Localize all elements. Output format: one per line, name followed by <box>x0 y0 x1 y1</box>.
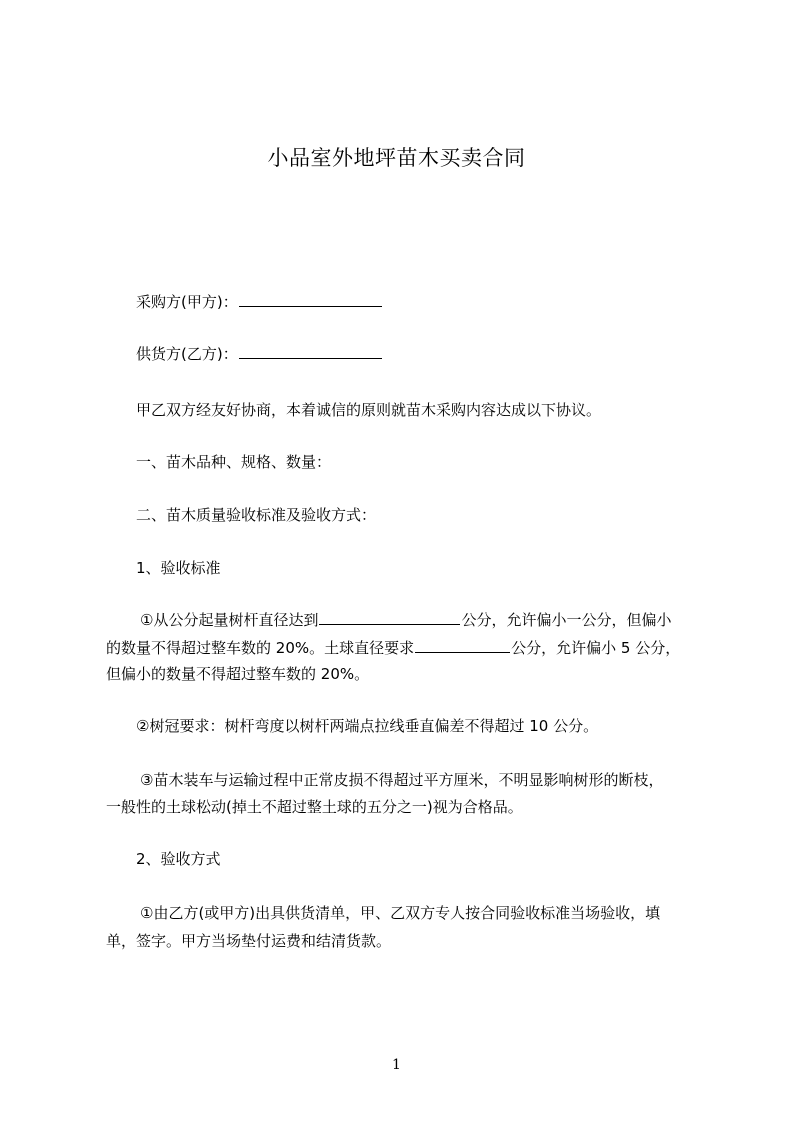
item-2: ②树冠要求：树杆弯度以树杆两端点拉线垂直偏差不得超过 10 公分。 <box>136 717 599 735</box>
item-4-line-2: 单，签字。甲方当场垫付运费和结清货款。 <box>106 932 392 950</box>
intro-paragraph: 甲乙双方经友好协商，本着诚信的原则就苗木采购内容达成以下协议。 <box>136 401 602 419</box>
item-1-text-c: 的数量不得超过整车数的 20%。土球直径要求 <box>106 639 415 657</box>
item-3-line-2: 一般性的土球松动(掉土不超过整土球的五分之一)视为合格品。 <box>106 798 523 816</box>
purchaser-label: 采购方(甲方)： <box>136 293 238 311</box>
item-1-line-3: 但偏小的数量不得超过整车数的 20%。 <box>106 665 370 683</box>
purchaser-blank <box>239 291 382 307</box>
section-2-heading: 二、苗木质量验收标准及验收方式： <box>136 506 377 524</box>
item-3-line-1: ③苗木装车与运输过程中正常皮损不得超过平方厘米，不明显影响树形的断枝， <box>140 771 664 789</box>
supplier-label: 供货方(乙方)： <box>136 345 238 363</box>
item-1-line-1 <box>140 608 671 632</box>
trunk-diameter-blank <box>319 609 460 625</box>
section-1-heading: 一、苗木品种、规格、数量： <box>136 453 332 471</box>
item-1-text-d: 公分，允许偏小 5 公分， <box>511 639 681 657</box>
supplier-blank <box>239 343 382 359</box>
item-1-line-2 <box>106 636 680 660</box>
root-ball-diameter-blank <box>415 637 510 653</box>
page-number: 1 <box>392 1057 401 1073</box>
item-1-text-a: ①从公分起量树杆直径达到 <box>140 611 319 629</box>
document-title: 小品室外地坪苗木买卖合同 <box>267 146 526 170</box>
subsection-2-heading: 2、验收方式 <box>136 850 221 868</box>
subsection-1-heading: 1、验收标准 <box>136 559 221 577</box>
supplier-line <box>136 342 383 366</box>
item-1-text-b: 公分，允许偏小一公分，但偏小 <box>461 611 672 629</box>
item-4-line-1: ①由乙方(或甲方)出具供货清单，甲、乙双方专人按合同验收标准当场验收，填 <box>140 904 661 922</box>
purchaser-line <box>136 290 383 314</box>
